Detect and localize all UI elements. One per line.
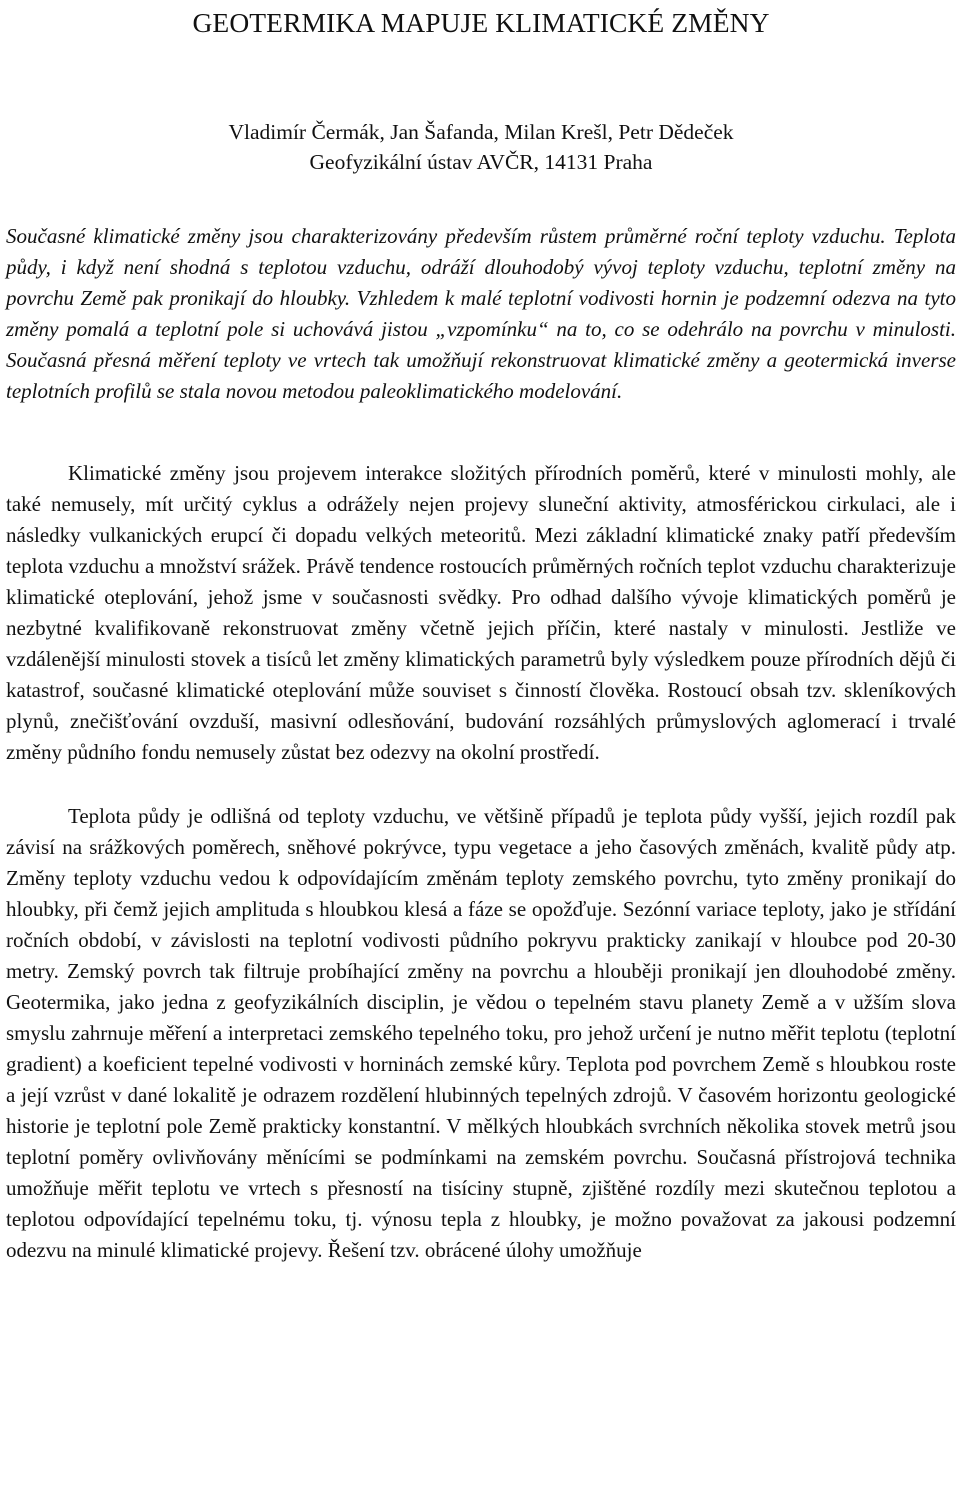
body-paragraph-2: Teplota půdy je odlišná od teploty vzduchu, ve většině případů je teplota půdy vyšší, jejich rozdíl pak závisí na srážkových poměrech, sněhové pokrývce, typu vegetace a jeho časových změnách, kvalitě půdy atp. Změny teploty vzduchu vedou k odpovídajícím změnám teploty zemského povrchu, tyto změny pronikají do hloubky, při čemž jejich amplituda s hloubkou klesá a fáze se opožďuje. Sezónní variace teploty, jako je střídání ročních období, v závislosti na teplotní vodivosti půdního pokryvu prakticky zanikají v hloubce pod 20-30 metry. Zemský povrch tak filtruje probíhající změny na povrchu a hlouběji pronikají jen dlouhodobé změny. Geotermika, jako jedna z geofyzikálních disciplin, je vědou o tepelném stavu planety Země a v užším slova smyslu zahrnuje měření a interpretaci zemského tepelného toku, pro jehož určení je nutno měřit teplotu (teplotní gradient) a koeficient tepelné vodivosti v horninách zemské kůry. Teplota pod povrchem Země s hloubkou roste a její vzrůst v dané lokalitě je odrazem rozdělení hlubinných tepelných zdrojů. V časovém horizontu geologické historie je teplotní pole Země prakticky konstantní. V mělkých hloubkách svrchních několika stovek metrů jsou teplotní poměry ovlivňovány měnícími se podmínkami na zemském povrchu. Současná přístrojová technika umožňuje měřit teplotu ve vrtech s přesností na tisíciny stupně, zjištěné rozdíly mezi skutečnou teplotou a teplotou odpovídající tepelnému toku, tj. výnosu tepla z hloubky, je možno považovat za jakousi podzemní odezvu na minulé klimatické projevy. Řešení tzv. obrácené úlohy umožňuje (6, 804, 956, 1262)
body-paragraph-1: Klimatické změny jsou projevem interakce složitých přírodních poměrů, které v minulosti mohly, ale také nemusely, mít určitý cyklus a odrážely nejen projevy sluneční aktivity, atmosférickou cirkulaci, ale i následky vulkanických erupcí či dopadu velkých meteoritů. Mezi základní klimatické znaky patří především teplota vzduchu a množství srážek. Právě tendence rostoucích průměrných ročních teplot vzduchu charakterizuje klimatické oteplování, jehož jsme v současnosti svědky. Pro odhad dalšího vývoje klimatických poměrů je nezbytné kvalifikovaně rekonstruovat změny včetně jejich příčin, které nastaly v minulosti. Jestliže ve vzdálenější minulosti stovek a tisíců let změny klimatických parametrů byly výsledkem pouze přírodních dějů či katastrof, současné klimatické oteplování může souviset s činností člověka. Rostoucí obsah tzv. skleníkových plynů, znečišťování ovzduší, masivní odlesňování, budování rozsáhlých průmyslových aglomerací i trvalé změny půdního fondu nemusely zůstat bez odezvy na okolní prostředí. (6, 461, 956, 764)
document-title: GEOTERMIKA MAPUJE KLIMATICKÉ ZMĚNY (192, 7, 770, 38)
abstract-paragraph: Současné klimatické změny jsou charakterizovány především růstem průměrné roční teploty vzduchu. Teplota půdy, i když není shodná s teplotou vzduchu, odráží dlouhodobý vývoj teploty vzduchu, teplotní změny na povrchu Země pak pronikají do hloubky. Vzhledem k malé teplotní vodivosti hornin je podzemní odezva na tyto změny pomalá a teplotní pole si uchovává jistou „vzpomínku“ na to, co se odehrálo na povrchu v minulosti. Současná přesná měření teploty ve vrtech tak umožňují rekonstruovat klimatické změny a geotermická inverse teplotních profilů se stala novou metodou paleoklimatického modelování. (6, 224, 956, 403)
document-page (6, 0, 956, 1266)
author-block (6, 117, 956, 177)
author-names: Vladimír Čermák, Jan Šafanda, Milan Krešl, Petr Dědeček (228, 120, 734, 144)
author-affiliation: Geofyzikální ústav AVČR, 14131 Praha (309, 150, 653, 174)
